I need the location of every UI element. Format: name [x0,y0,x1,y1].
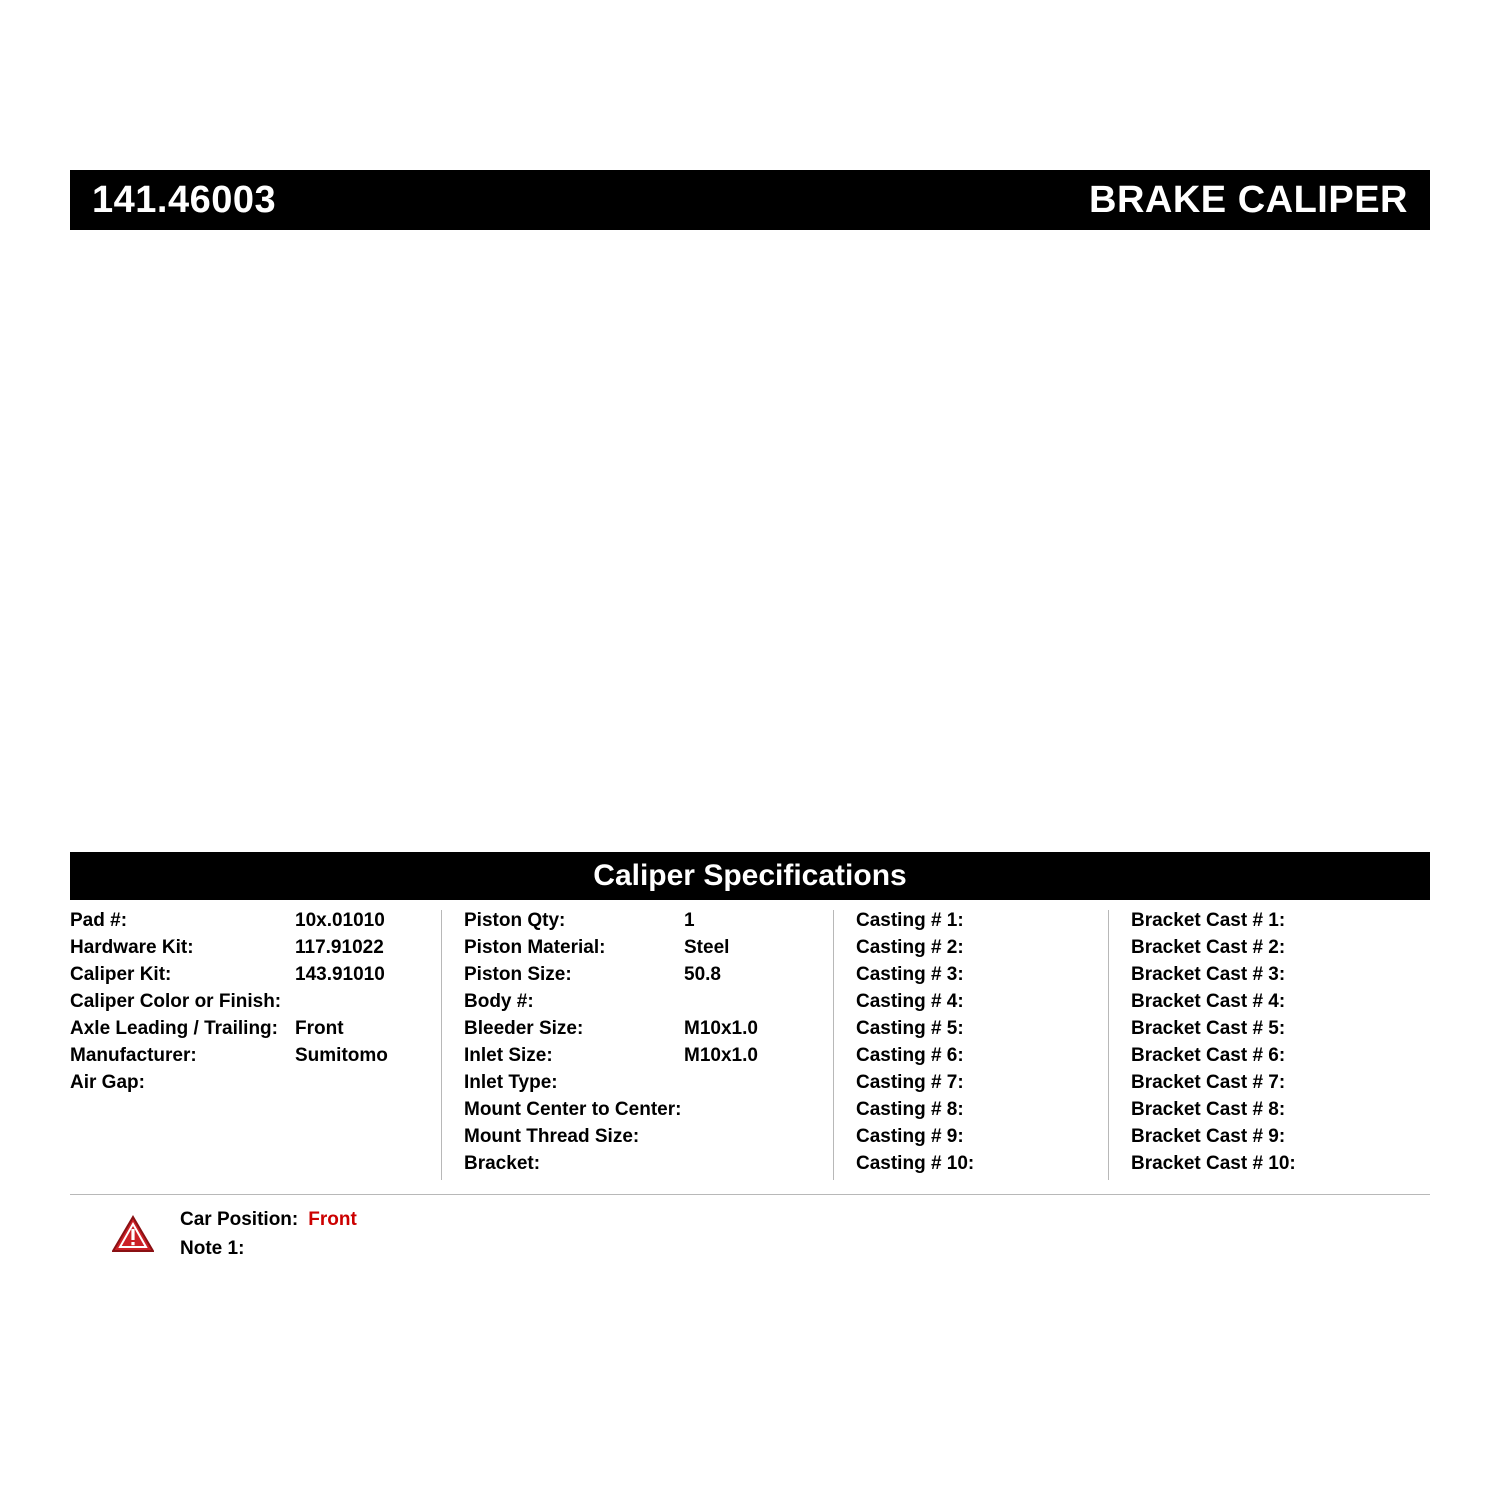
spec-label: Bleeder Size: [464,1018,584,1039]
spec-label: Pad #: [70,910,128,931]
spec-row [1131,964,1430,991]
spec-label: Casting # 8: [856,1099,964,1120]
spec-row [464,937,833,964]
car-position-label: Car Position: [180,1209,299,1230]
spec-label: Casting # 3: [856,964,964,985]
spec-row [856,937,1108,964]
spec-value: Sumitomo [295,1045,388,1066]
spec-row [856,1126,1108,1153]
spec-row [856,964,1108,991]
spec-label: Bracket Cast # 6: [1131,1045,1286,1066]
spec-row [464,910,833,937]
spec-label: Piston Qty: [464,910,566,931]
spec-row [464,1153,833,1180]
spec-row [1131,937,1430,964]
spec-title-bar [70,852,1430,900]
spec-columns [70,900,1430,1195]
spec-value: 50.8 [684,964,721,985]
spec-row [464,1126,833,1153]
spec-label: Bracket Cast # 1: [1131,910,1286,931]
document-header [70,170,1430,230]
spec-label: Manufacturer: [70,1045,197,1066]
spec-label: Axle Leading / Trailing: [70,1018,278,1039]
spec-row [856,910,1108,937]
note-lines [156,1209,357,1267]
spec-column-bracket-cast [1109,910,1430,1180]
spec-row [1131,1099,1430,1126]
spec-label: Bracket Cast # 5: [1131,1018,1286,1039]
warning-triangle-icon [110,1209,156,1253]
spec-label: Bracket Cast # 8: [1131,1099,1286,1120]
spec-row [70,1072,441,1099]
spec-row [1131,1153,1430,1180]
spec-label: Bracket Cast # 7: [1131,1072,1286,1093]
spec-row [70,991,441,1018]
spec-row [856,1018,1108,1045]
spec-column-general [70,910,442,1180]
spec-row [464,964,833,991]
spec-row [70,964,441,991]
spec-row [1131,1126,1430,1153]
spec-label: Mount Thread Size: [464,1126,640,1147]
notes-area [70,1195,1430,1267]
spec-label: Casting # 9: [856,1126,964,1147]
spec-value: Front [295,1018,344,1039]
spec-label: Casting # 2: [856,937,964,958]
part-number: 141.46003 [92,179,277,221]
spec-value: 143.91010 [295,964,385,985]
spec-value: M10x1.0 [684,1045,758,1066]
car-position-value: Front [308,1209,357,1230]
page-title: BRAKE CALIPER [1089,179,1408,221]
spec-label: Body #: [464,991,534,1012]
spec-row [70,1045,441,1072]
spec-label: Casting # 6: [856,1045,964,1066]
spec-row [856,1153,1108,1180]
spec-label: Bracket Cast # 9: [1131,1126,1286,1147]
spec-row [464,1072,833,1099]
spec-row [1131,1045,1430,1072]
spec-label: Caliper Kit: [70,964,172,985]
spec-label: Bracket Cast # 2: [1131,937,1286,958]
spec-label: Casting # 5: [856,1018,964,1039]
note1-row [180,1238,357,1267]
spec-label: Inlet Type: [464,1072,558,1093]
spec-value: M10x1.0 [684,1018,758,1039]
spec-label: Air Gap: [70,1072,145,1093]
spec-row [856,1099,1108,1126]
spec-value: 117.91022 [295,937,384,958]
spec-panel-title: Caliper Specifications [593,859,907,892]
spec-label: Caliper Color or Finish: [70,991,282,1012]
spec-row [1131,1072,1430,1099]
car-position-row [180,1209,357,1238]
spec-row [70,1018,441,1045]
spec-row [856,1072,1108,1099]
spec-row [856,991,1108,1018]
spec-label: Bracket Cast # 3: [1131,964,1286,985]
spec-label: Hardware Kit: [70,937,194,958]
caliper-specifications-panel [70,852,1430,1267]
spec-label: Casting # 4: [856,991,964,1012]
spec-label: Inlet Size: [464,1045,553,1066]
spec-label: Piston Material: [464,937,606,958]
spec-row [1131,910,1430,937]
spec-value: 1 [684,910,695,931]
spec-row [70,910,441,937]
spec-row [1131,991,1430,1018]
spec-row [464,1018,833,1045]
note1-label: Note 1: [180,1238,245,1259]
spec-label: Bracket: [464,1153,541,1174]
spec-value: 10x.01010 [295,910,385,931]
spec-column-casting [834,910,1109,1180]
spec-label: Casting # 7: [856,1072,964,1093]
spec-label: Mount Center to Center: [464,1099,682,1120]
spec-row [464,1045,833,1072]
spec-label: Bracket Cast # 4: [1131,991,1286,1012]
spec-value: Steel [684,937,730,958]
spec-row [464,991,833,1018]
spec-row [70,937,441,964]
spec-label: Casting # 1: [856,910,964,931]
spec-column-piston [442,910,834,1180]
spec-label: Bracket Cast # 10: [1131,1153,1296,1174]
spec-row [1131,1018,1430,1045]
spec-label: Piston Size: [464,964,572,985]
spec-label: Casting # 10: [856,1153,975,1174]
spec-row [464,1099,833,1126]
spec-row [856,1045,1108,1072]
